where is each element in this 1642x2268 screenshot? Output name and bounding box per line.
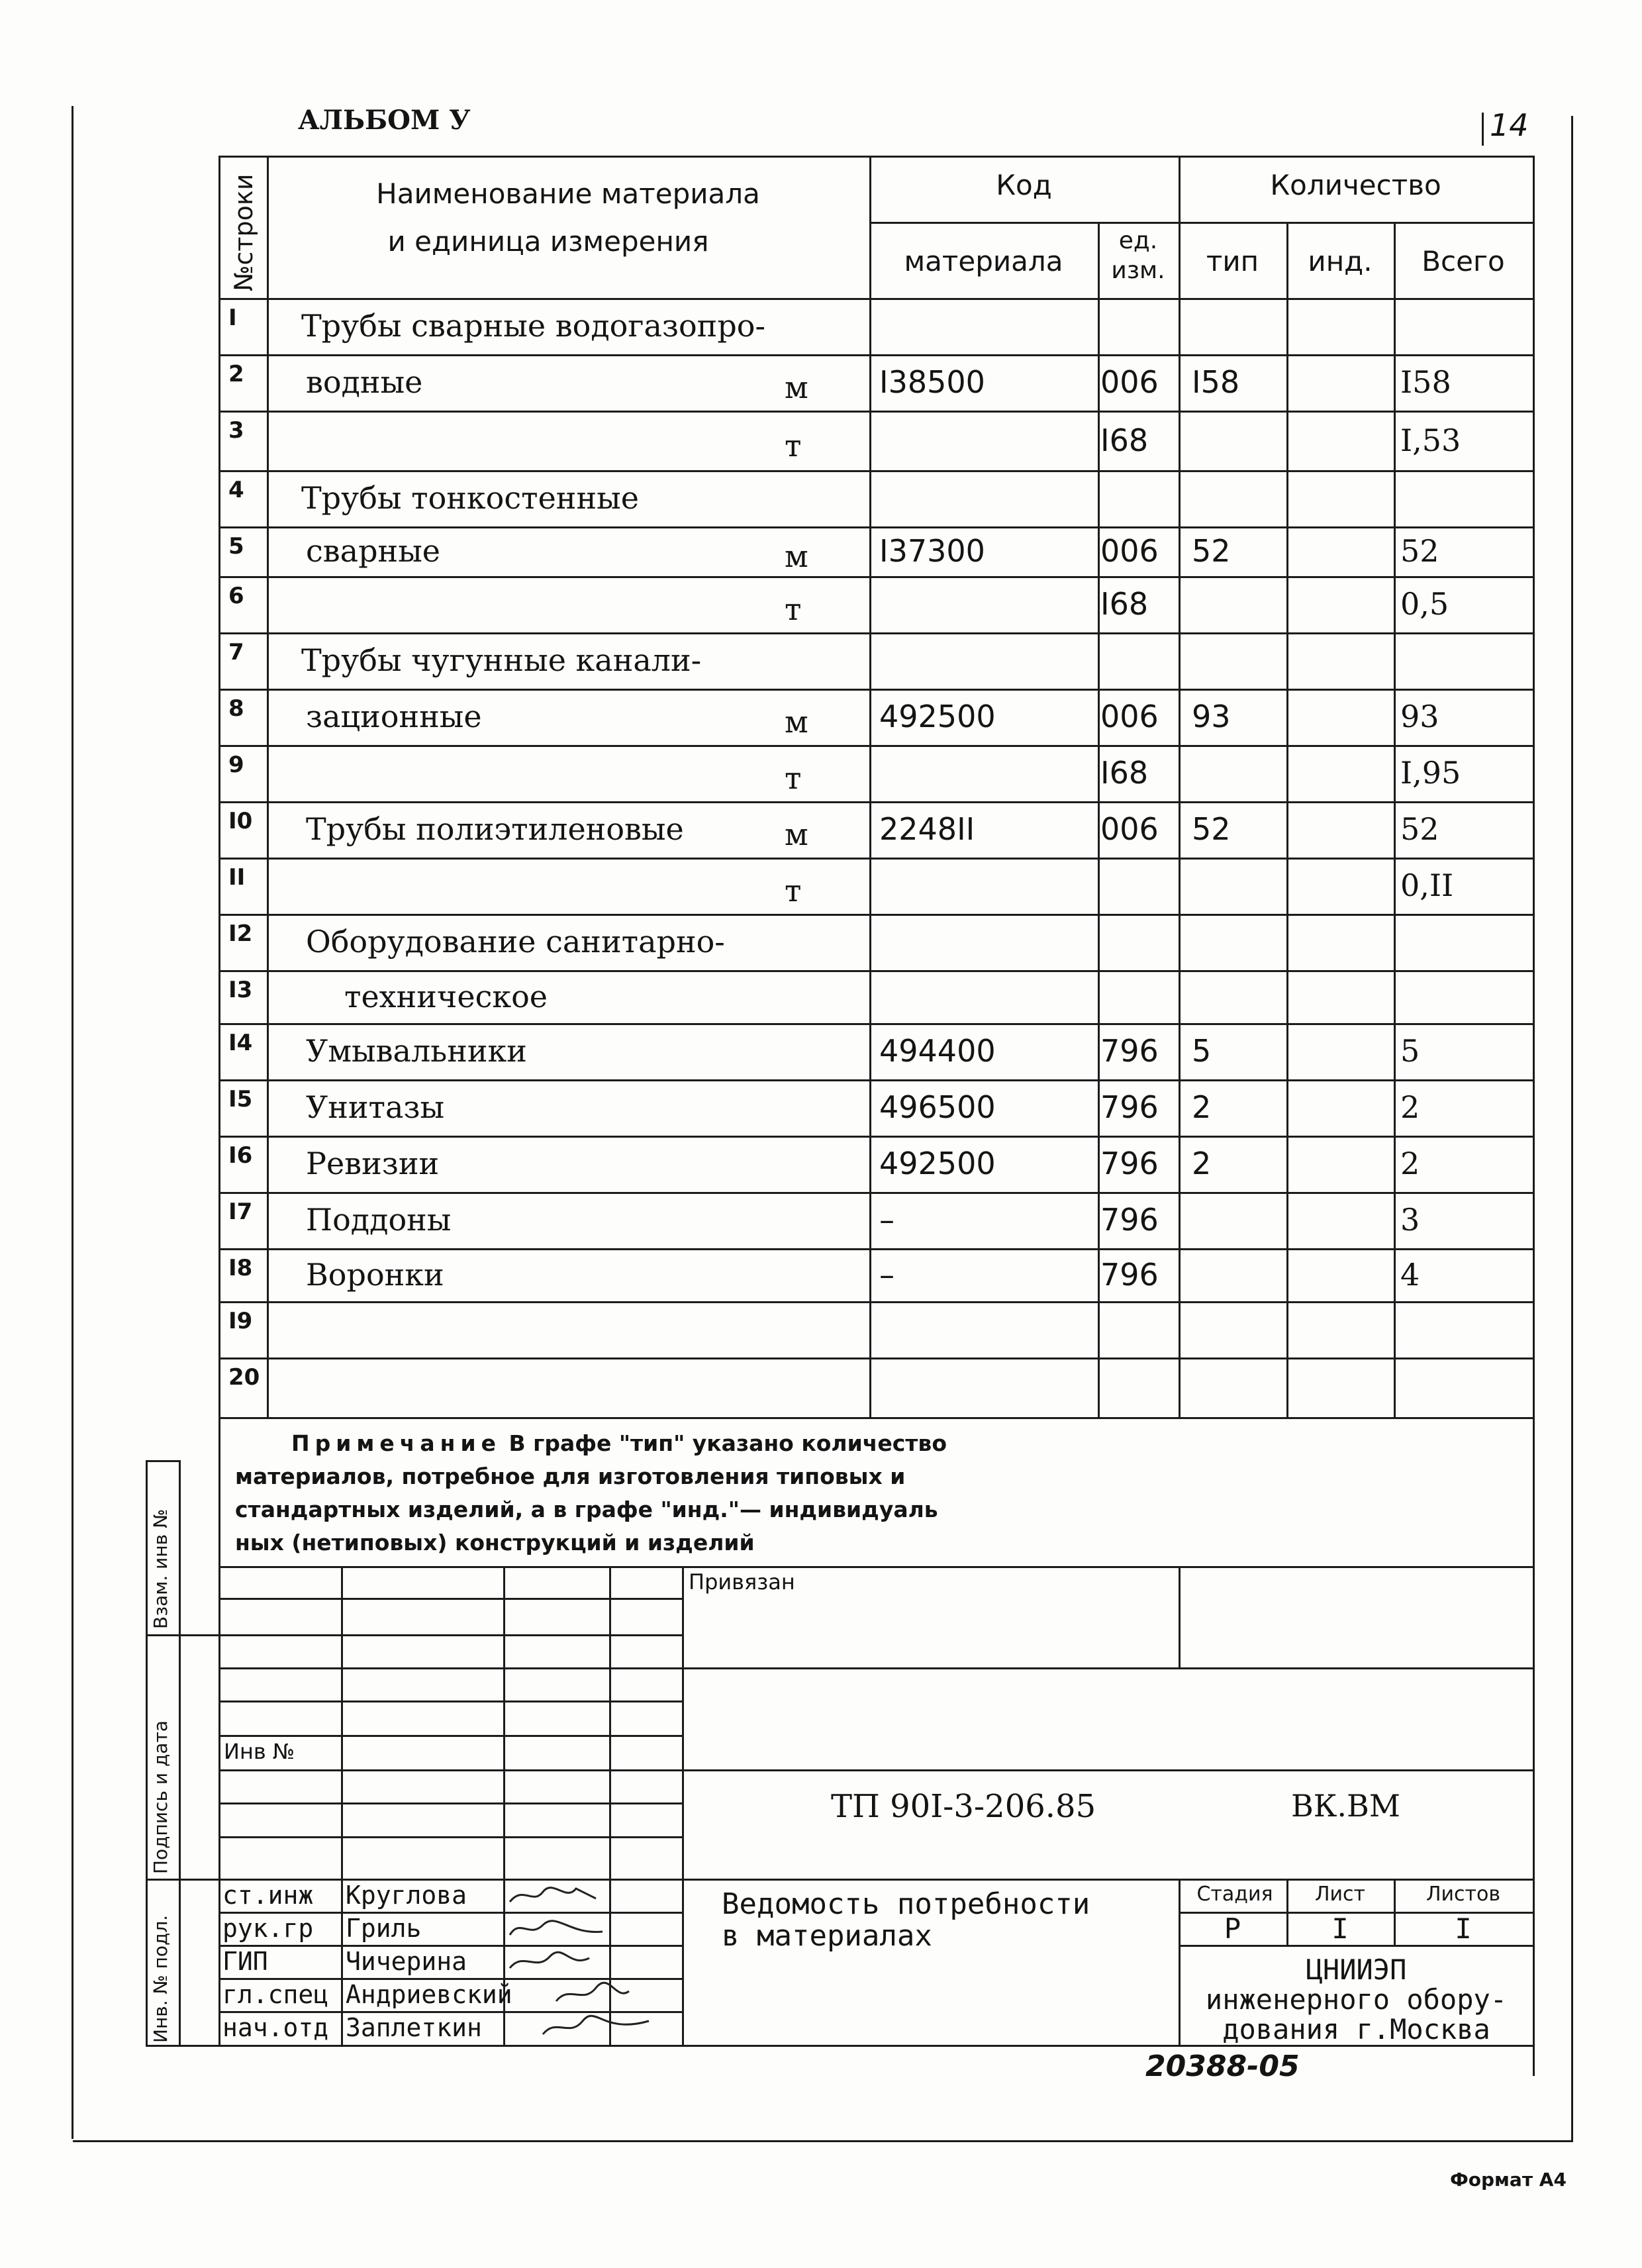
row-code: I37300	[879, 533, 985, 569]
col-header-name-line2: и единица измерения	[387, 225, 709, 258]
row-number: I	[228, 305, 237, 331]
row-qty-type	[1192, 858, 1284, 914]
row-unit-code	[1100, 858, 1177, 914]
row-number: I6	[228, 1142, 253, 1169]
stage-label: Стадия	[1196, 1883, 1273, 1906]
row-number: I5	[228, 1086, 253, 1112]
row-unit: т	[785, 591, 802, 627]
row-name: Трубы чугунные канали-	[301, 642, 702, 678]
signature-zapletkin	[543, 2016, 649, 2034]
row-qty-type	[1192, 576, 1284, 632]
row-code	[879, 1301, 1091, 1357]
note-line3: стандартных изделий, а в графе "инд."— индивидуаль	[235, 1497, 938, 1522]
album-label: АЛЬБОМ У	[298, 105, 471, 136]
privyazan-label: Привязан	[689, 1569, 795, 1595]
row-code	[879, 576, 1091, 632]
row-unit	[785, 919, 811, 975]
row-unit	[785, 1197, 811, 1254]
row-unit-code: 796	[1100, 1257, 1159, 1293]
col-header-code-unit-line1: ед.	[1118, 227, 1158, 254]
row-code: 496500	[879, 1089, 996, 1125]
row-qty-type: I58	[1192, 364, 1240, 400]
signer-role: гл.спец	[222, 1980, 329, 2009]
row-unit	[785, 1085, 811, 1141]
row-qty-type	[1192, 1357, 1284, 1417]
row-qty-type	[1192, 970, 1284, 1023]
row-unit-code: I68	[1100, 586, 1149, 622]
side-label-signature-date: Подпись и дата	[150, 1720, 171, 1874]
row-code	[879, 858, 1091, 914]
row-unit-code	[1100, 470, 1177, 526]
row-qty-ind	[1294, 914, 1387, 970]
row-unit: м	[785, 816, 808, 852]
signatures-scribbles	[503, 1879, 689, 2047]
col-header-code-unit-line2: изм.	[1111, 257, 1165, 284]
row-unit-code	[1100, 970, 1177, 1023]
row-number: 5	[228, 533, 244, 560]
row-qty-ind	[1294, 1357, 1387, 1417]
signer-role: ГИП	[222, 1947, 268, 1976]
row-unit-code: 006	[1100, 699, 1159, 734]
row-name: Трубы полиэтиленовые	[306, 811, 684, 847]
row-qty-ind	[1294, 298, 1387, 354]
row-number: I7	[228, 1199, 253, 1225]
row-qty-total: 2	[1400, 1089, 1420, 1125]
row-qty-total	[1400, 914, 1529, 970]
row-qty-total: 2	[1400, 1146, 1420, 1181]
row-unit	[785, 1307, 811, 1363]
row-unit: м	[785, 538, 808, 574]
row-code	[879, 298, 1091, 354]
row-name: водные	[306, 364, 423, 400]
page-number: 14	[1490, 107, 1529, 143]
doc-mark: ВК.ВМ	[1291, 1788, 1400, 1824]
row-qty-ind	[1294, 354, 1387, 411]
signature-andrievsky	[556, 1983, 629, 2001]
row-qty-ind	[1294, 1136, 1387, 1192]
row-qty-ind	[1294, 745, 1387, 801]
row-number: I9	[228, 1308, 253, 1334]
row-qty-ind	[1294, 1079, 1387, 1136]
row-qty-ind	[1294, 689, 1387, 745]
row-unit-code: I68	[1100, 755, 1149, 791]
row-unit-code: 006	[1100, 364, 1159, 400]
row-number: 8	[228, 695, 244, 722]
row-number: 9	[228, 752, 244, 778]
format-label: Формат А4	[1450, 2169, 1567, 2191]
row-name: Ревизии	[306, 1146, 440, 1181]
row-unit-code: 796	[1100, 1089, 1159, 1125]
row-code	[879, 745, 1091, 801]
row-number: 4	[228, 477, 244, 503]
row-number: I3	[228, 977, 253, 1003]
page-left-border	[72, 106, 73, 2139]
doc-title-line1: Ведомость потребности	[722, 1887, 1090, 1921]
row-qty-ind	[1294, 470, 1387, 526]
row-qty-type: 93	[1192, 699, 1231, 734]
row-qty-total: 0,5	[1400, 586, 1449, 622]
row-qty-type: 2	[1192, 1146, 1212, 1181]
signer-name: Круглова	[346, 1881, 467, 1910]
row-name: техническое	[344, 979, 548, 1014]
row-code	[879, 1357, 1091, 1417]
row-qty-total: 52	[1400, 533, 1439, 569]
row-qty-total: 4	[1400, 1257, 1420, 1293]
signature-kruglova	[510, 1888, 596, 1902]
row-qty-total	[1400, 1357, 1529, 1417]
signature-gril	[510, 1921, 603, 1935]
row-unit-code: 796	[1100, 1146, 1159, 1181]
row-unit	[785, 1363, 811, 1422]
page-number-divider	[1482, 113, 1484, 146]
signer-name: Чичерина	[346, 1947, 467, 1976]
row-number: I4	[228, 1030, 253, 1056]
signer-name: Заплеткин	[346, 2013, 482, 2042]
page-bottom-border	[73, 2140, 1572, 2142]
row-code: –	[879, 1202, 894, 1238]
row-qty-type	[1192, 470, 1284, 526]
row-qty-ind	[1294, 1248, 1387, 1301]
row-qty-type	[1192, 914, 1284, 970]
row-unit-code	[1100, 914, 1177, 970]
row-qty-type: 52	[1192, 811, 1231, 847]
signer-role: нач.отд	[222, 2013, 329, 2042]
row-name: Умывальники	[306, 1033, 527, 1069]
row-unit-code	[1100, 1301, 1177, 1357]
row-code	[879, 914, 1091, 970]
row-code: 2248II	[879, 811, 975, 847]
sheet-label: Лист	[1314, 1883, 1366, 1906]
inv-label: Инв №	[224, 1739, 295, 1764]
row-code: 494400	[879, 1033, 996, 1069]
org-line3: дования г.Москва	[1222, 2013, 1490, 2046]
row-name: Унитазы	[306, 1089, 445, 1125]
row-code	[879, 632, 1091, 689]
row-number: 3	[228, 417, 244, 444]
row-number: I2	[228, 920, 253, 947]
row-number: 7	[228, 639, 244, 666]
row-number: 20	[228, 1364, 260, 1391]
sheets-label: Листов	[1425, 1883, 1501, 1906]
row-code: –	[879, 1257, 894, 1293]
row-unit	[785, 975, 811, 1028]
row-unit-code	[1100, 298, 1177, 354]
row-qty-total	[1400, 970, 1529, 1023]
row-name: Воронки	[306, 1257, 444, 1293]
col-header-qty-ind: инд.	[1308, 245, 1373, 277]
row-number: II	[228, 864, 246, 891]
row-name: Оборудование санитарно-	[306, 924, 725, 960]
note-line2: материалов, потребное для изготовления типовых и	[235, 1463, 906, 1489]
sheets-value: I	[1455, 1912, 1472, 1945]
row-unit: т	[785, 428, 802, 464]
row-name: сварные	[306, 533, 441, 569]
col-header-qty: Количество	[1270, 169, 1441, 201]
row-qty-type	[1192, 298, 1284, 354]
row-name: Трубы сварные водогазопро-	[301, 308, 766, 344]
row-qty-total: 5	[1400, 1033, 1420, 1069]
row-qty-ind	[1294, 1023, 1387, 1079]
org-line1: ЦНИИЭП	[1306, 1953, 1407, 1986]
col-header-qty-type: тип	[1206, 245, 1259, 277]
sheet-value: I	[1331, 1912, 1349, 1945]
note-line1: В графе "тип" указано количество	[508, 1430, 947, 1456]
signature-chicherina	[510, 1952, 589, 1968]
side-label-replaced-inv: Взам. инв №	[150, 1508, 171, 1629]
row-qty-total	[1400, 1301, 1529, 1357]
doc-code: ТП 90I-3-206.85	[831, 1788, 1096, 1825]
row-unit: м	[785, 370, 808, 405]
row-qty-total: I,53	[1400, 422, 1461, 458]
row-unit-code: 796	[1100, 1033, 1159, 1069]
row-unit: т	[785, 873, 802, 909]
signer-role: рук.гр	[222, 1914, 314, 1943]
row-code	[879, 970, 1091, 1023]
row-unit	[785, 638, 811, 694]
row-number: 2	[228, 361, 244, 387]
archive-number: 20388-05	[1145, 2049, 1300, 2083]
row-unit-code: 796	[1100, 1202, 1159, 1238]
row-unit-code: 006	[1100, 811, 1159, 847]
row-unit-code: 006	[1100, 533, 1159, 569]
row-qty-total	[1400, 470, 1529, 526]
row-unit: м	[785, 704, 808, 740]
row-qty-ind	[1294, 801, 1387, 858]
row-code: 492500	[879, 1146, 996, 1181]
row-number: 6	[228, 583, 244, 609]
row-code: 492500	[879, 699, 996, 734]
page-right-border	[1571, 116, 1573, 2142]
row-number: I8	[228, 1255, 253, 1281]
row-qty-total	[1400, 632, 1529, 689]
row-qty-type: 5	[1192, 1033, 1212, 1069]
row-qty-total: I58	[1400, 364, 1451, 400]
row-code	[879, 411, 1091, 470]
row-qty-ind	[1294, 411, 1387, 470]
signer-name: Гриль	[346, 1914, 422, 1943]
row-qty-type	[1192, 411, 1284, 470]
row-unit	[785, 303, 811, 360]
row-name: Поддоны	[306, 1202, 452, 1238]
col-header-qty-total: Всего	[1422, 245, 1505, 277]
row-unit	[785, 1028, 811, 1085]
row-qty-ind	[1294, 1301, 1387, 1357]
row-unit-code: I68	[1100, 422, 1149, 458]
row-unit	[785, 1141, 811, 1197]
note-block	[235, 1427, 1493, 1559]
row-unit: т	[785, 760, 802, 796]
row-unit-code	[1100, 1357, 1177, 1417]
row-qty-type: 52	[1192, 533, 1231, 569]
row-qty-type	[1192, 1248, 1284, 1301]
row-qty-ind	[1294, 526, 1387, 576]
row-qty-ind	[1294, 632, 1387, 689]
row-name: Трубы тонкостенные	[301, 480, 639, 516]
org-line2: инженерного обору-	[1205, 1983, 1508, 2016]
row-qty-total: 0,II	[1400, 867, 1454, 903]
row-qty-total	[1400, 298, 1529, 354]
col-header-code: Код	[996, 169, 1052, 201]
row-qty-type	[1192, 1301, 1284, 1357]
col-header-name-line1: Наименование материала	[376, 177, 760, 210]
doc-title-line2: в материалах	[722, 1919, 932, 1953]
row-code	[879, 470, 1091, 526]
row-qty-type: 2	[1192, 1089, 1212, 1125]
row-unit-code	[1100, 632, 1177, 689]
row-qty-ind	[1294, 1192, 1387, 1248]
side-label-original-inv: Инв. № подл.	[150, 1914, 171, 2043]
stage-value: Р	[1224, 1912, 1241, 1945]
row-qty-ind	[1294, 576, 1387, 632]
row-qty-ind	[1294, 858, 1387, 914]
row-qty-type	[1192, 745, 1284, 801]
note-label: Примечание	[291, 1430, 501, 1456]
note-line4: ных (нетиповых) конструкций и изделий	[235, 1530, 755, 1555]
row-code: I38500	[879, 364, 985, 400]
row-name: зационные	[306, 699, 482, 734]
row-unit	[785, 1254, 811, 1307]
row-qty-total: 3	[1400, 1202, 1420, 1238]
row-unit	[785, 475, 811, 532]
row-qty-total: 93	[1400, 699, 1439, 734]
row-qty-total: I,95	[1400, 755, 1461, 791]
row-qty-ind	[1294, 970, 1387, 1023]
col-header-rownum: №строки	[229, 173, 258, 291]
row-qty-type	[1192, 632, 1284, 689]
row-qty-total: 52	[1400, 811, 1439, 847]
row-number: I0	[228, 808, 253, 834]
col-header-code-material: материала	[904, 245, 1063, 277]
row-qty-type	[1192, 1192, 1284, 1248]
signer-name: Андриевский	[346, 1980, 512, 2009]
signer-role: ст.инж	[222, 1881, 314, 1910]
